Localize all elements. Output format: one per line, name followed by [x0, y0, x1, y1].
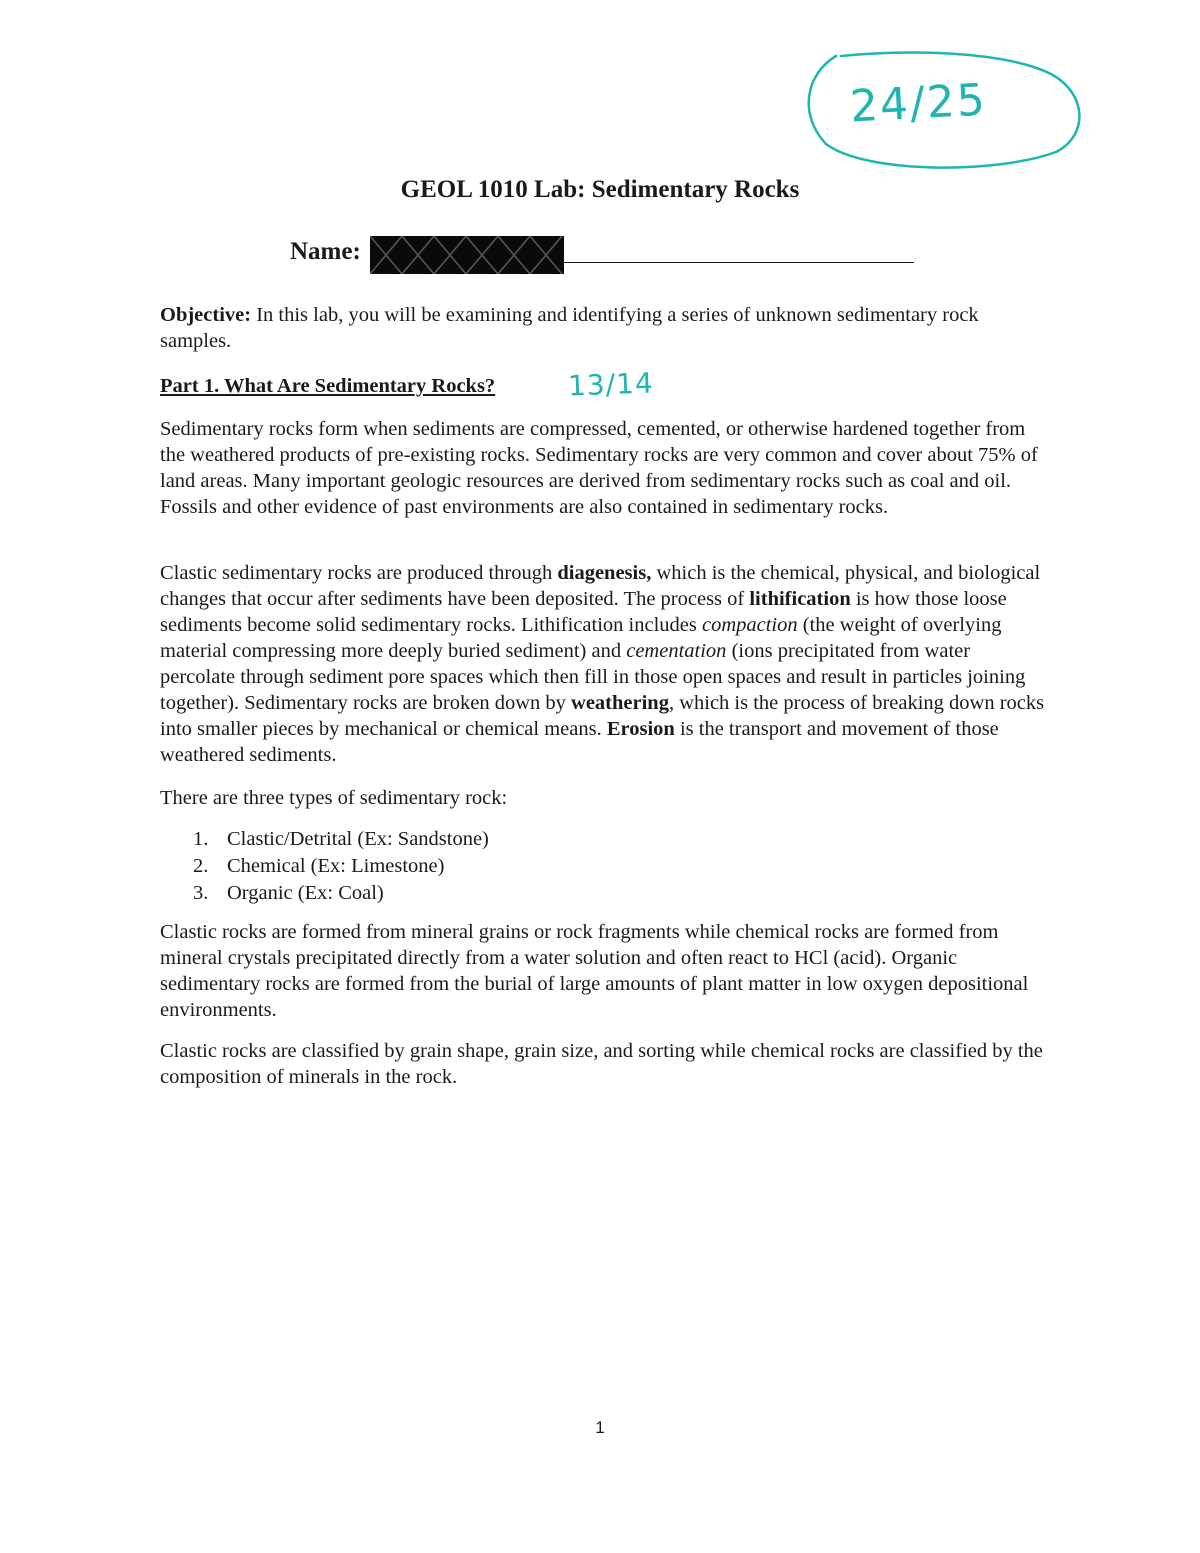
text-run: (ions precipitated from water percolate through sediment pore spaces which then fill in those open spaces and result in particles joining together). Sedimentary rocks are broken down by [160, 640, 1026, 714]
text-run: Clastic sedimentary rocks are produced through [160, 562, 558, 584]
part1-score: 13/14 [567, 366, 655, 403]
term-lithification: lithification [749, 588, 851, 610]
objective-text: In this lab, you will be examining and identifying a series of unknown sedimentary rock samples. [160, 304, 979, 352]
name-label: Name: [290, 238, 361, 265]
list-text: Chemical (Ex: Limestone) [227, 855, 445, 877]
objective-label: Objective: [160, 304, 252, 326]
list-item [193, 826, 489, 853]
list-item [193, 853, 489, 880]
paragraph-formation: Clastic rocks are formed from mineral grains or rock fragments while chemical rocks are formed from mineral crystals precipitated directly from a water solution and often react to HCl (acid). Organic sedimentary rocks are formed from the burial of large amounts of plant matter in low oxygen depositional environments. [160, 921, 1029, 1021]
list-number: 2. [193, 855, 209, 877]
list-number: 3. [193, 882, 209, 904]
term-weathering: weathering [571, 692, 669, 714]
list-text: Organic (Ex: Coal) [227, 882, 384, 904]
list-text: Clastic/Detrital (Ex: Sandstone) [227, 828, 489, 850]
paragraph-classification: Clastic rocks are classified by grain shape, grain size, and sorting while chemical rocks are classified by the composition of minerals in the rock. [160, 1040, 1043, 1088]
term-erosion: Erosion [606, 718, 675, 740]
term-cementation: cementation [626, 640, 727, 662]
part1-heading: Part 1. What Are Sedimentary Rocks? [160, 375, 496, 397]
text-run: is the transport and movement of those weathered sediments. [160, 718, 999, 766]
total-grade: 24/25 [848, 74, 989, 133]
text-run: which is the chemical, physical, and biological changes that occur after sediments have been deposited. The process of [160, 562, 1041, 610]
name-field [290, 236, 920, 272]
paragraph-diagenesis [160, 560, 1050, 768]
name-underline [564, 262, 914, 263]
term-compaction: compaction [701, 614, 798, 636]
list-number: 1. [193, 828, 209, 850]
page-number: 1 [595, 1418, 605, 1437]
objective-paragraph [160, 302, 1050, 354]
text-run: (the weight of overlying material compressing more deeply buried sediment) and [160, 614, 1002, 662]
page-title: GEOL 1010 Lab: Sedimentary Rocks [400, 176, 800, 203]
list-item [193, 880, 489, 907]
paragraph-intro: Sedimentary rocks form when sediments are compressed, cemented, or otherwise hardened together from the weathered products of pre-existing rocks. Sedimentary rocks are very common and cover about 75% of land areas. Many important geologic resources are derived from sedimentary rocks such as coal and oil. Fossils and other evidence of past environments are also contained in sedimentary rocks. [160, 418, 1038, 518]
types-intro: There are three types of sedimentary rock: [160, 787, 508, 809]
redacted-name [370, 236, 564, 274]
text-run: , which is the process of breaking down rocks into smaller pieces by mechanical or chemical means. [160, 692, 1045, 740]
term-diagenesis: diagenesis, [557, 562, 652, 584]
rock-types-list [193, 826, 489, 907]
text-run: is how those loose sediments become solid sedimentary rocks. Lithification includes [160, 588, 1007, 636]
